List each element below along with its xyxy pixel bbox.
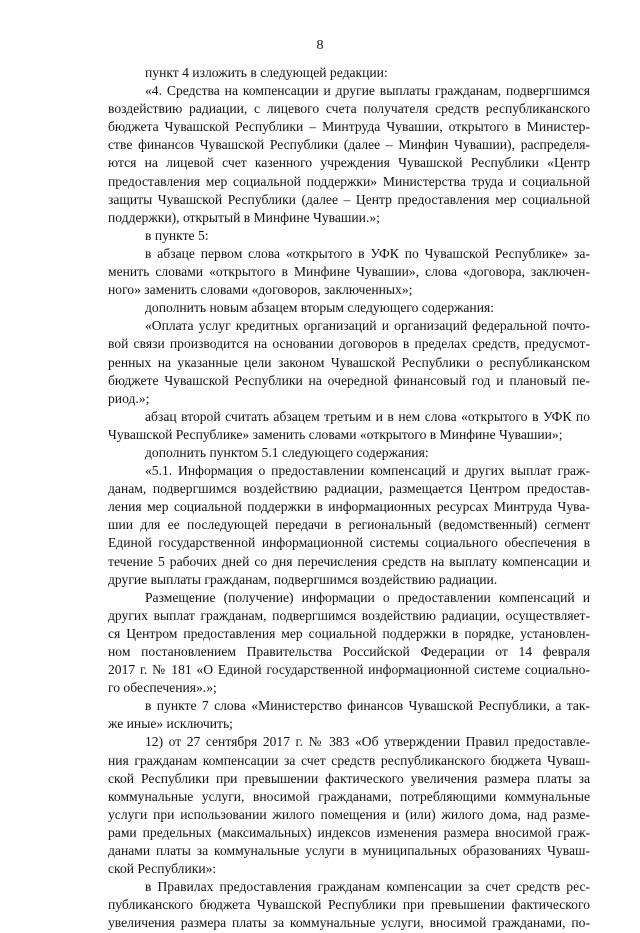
text-line: пункт 4 изложить в следующей редакции:: [145, 65, 388, 80]
text-line: ся Центром предоставления мер социальной поддержки в порядке, установлен-: [108, 625, 590, 641]
text-line: ном постановлением Правительства Российской Федерации от 14 февраля: [108, 644, 590, 659]
text-line: Единой государственной информационной системы социального обеспечения в: [108, 535, 590, 551]
text-line: других выплат гражданам, подвергшимся воздействию радиации, осуществляет-: [108, 607, 590, 623]
text-line: поддержки), открытый в Минфине Чувашии.»;: [108, 209, 380, 225]
text-line: же иные» исключить;: [108, 716, 233, 732]
text-line: увеличения размера платы за коммунальные услуги, вносимой гражданами, по-: [108, 915, 590, 931]
text-line: данами платы за коммунальные услуги в муниципальных образованиях Чуваш-: [108, 843, 590, 859]
text-line: услуги при использовании жилого помещения и (или) жилого дома, над разме-: [108, 806, 590, 822]
text-line: «Оплата услуг кредитных организаций и организаций федеральной почто-: [145, 318, 590, 334]
text-line: в пункте 5:: [145, 227, 209, 243]
text-line: ской Республики»:: [108, 861, 217, 877]
text-line: риод.»;: [108, 390, 150, 406]
text-line: го обеспечения».»;: [108, 680, 217, 696]
text-line: Чувашской Республике» заменить словами «открытого в Минфине Чувашии»;: [108, 426, 563, 442]
document-body: [108, 64, 590, 933]
text-line: ются на лицевой счет казенного учреждения Чувашской Республики «Центр: [108, 155, 590, 171]
text-line: стве финансов Чувашской Республики (далее – Минфин Чувашии), распределя-: [108, 137, 590, 153]
text-line: «4. Средства на компенсации и другие выплаты гражданам, подвергшимся: [145, 83, 590, 99]
text-line: бюджете Чувашской Республики на очередной финансовый год и плановый пе-: [108, 372, 590, 388]
text-line: ния гражданам компенсации за счет средств республиканского бюджета Чуваш-: [108, 752, 590, 768]
text-line: защиты Чувашской Республики (далее – Центр предоставления мер социальной: [108, 191, 590, 207]
text-line: дополнить пунктом 5.1 следующего содержания:: [145, 444, 429, 460]
text-line: вой связи производится на основании договоров в пределах средств, предусмот-: [108, 336, 590, 352]
page-number: 8: [316, 38, 324, 53]
text-line: рами предельных (максимальных) индексов изменения размера вносимой граж-: [108, 824, 590, 840]
text-line: предоставления мер социальной поддержки» Министерства труда и социальной: [108, 173, 590, 189]
text-line: бюджета Чувашской Республики – Минтруда Чувашии, открытого в Министер-: [108, 119, 590, 135]
text-line: «5.1. Информация о предоставлении компенсаций и других выплат граж-: [145, 463, 590, 479]
text-line: ления мер социальной поддержки в информационных ресурсах Минтруда Чува-: [108, 499, 590, 515]
text-line: 2017 г. № 181 «О Единой государственной информационной системе социально-: [108, 662, 590, 678]
text-line: ного» заменить словами «договоров, заключенных»;: [108, 282, 413, 298]
text-line: в Правилах предоставления гражданам компенсации за счет средств рес-: [145, 879, 590, 895]
text-line: коммунальные услуги, вносимой гражданами, потребляющими коммунальные: [108, 788, 590, 804]
text-line: ренных на указанные цели законом Чувашской Республики о республиканском: [108, 354, 590, 370]
text-line: другие выплаты гражданам, подвергшимся воздействию радиации.: [108, 571, 498, 587]
text-line: дополнить новым абзацем вторым следующего содержания:: [145, 300, 494, 316]
text-line: в абзаце первом слова «открытого в УФК по Чувашской Республике» за-: [145, 245, 590, 261]
text-line: Размещение (получение) информации о предоставлении компенсаций и: [145, 589, 590, 605]
text-line: менить словами «открытого в Минфине Чувашии», слова «договора, заключен-: [108, 264, 590, 280]
text-line: течение 5 рабочих дней со дня перечисления средств на выплату компенсации и: [108, 553, 590, 569]
text-line: публиканского бюджета Чувашской Республики при превышении фактического: [108, 897, 590, 913]
text-line: шии для ее последующей передачи в региональный (ведомственный) сегмент: [108, 517, 590, 533]
text-line: в пункте 7 слова «Министерство финансов Чувашской Республики, а так-: [145, 698, 590, 714]
text-line: ской Республики при превышении фактического увеличения размера платы за: [108, 770, 590, 786]
text-line: данам, подвергшимся воздействию радиации, размещается Центром предостав-: [108, 481, 590, 497]
text-line: абзац второй считать абзацем третьим и в нем слова «открытого в УФК по: [145, 408, 590, 424]
text-line: 12) от 27 сентября 2017 г. № 383 «Об утверждении Правил предоставле-: [145, 734, 590, 750]
text-line: воздействию радиации, с лицевого счета получателя средств республиканского: [108, 101, 590, 117]
